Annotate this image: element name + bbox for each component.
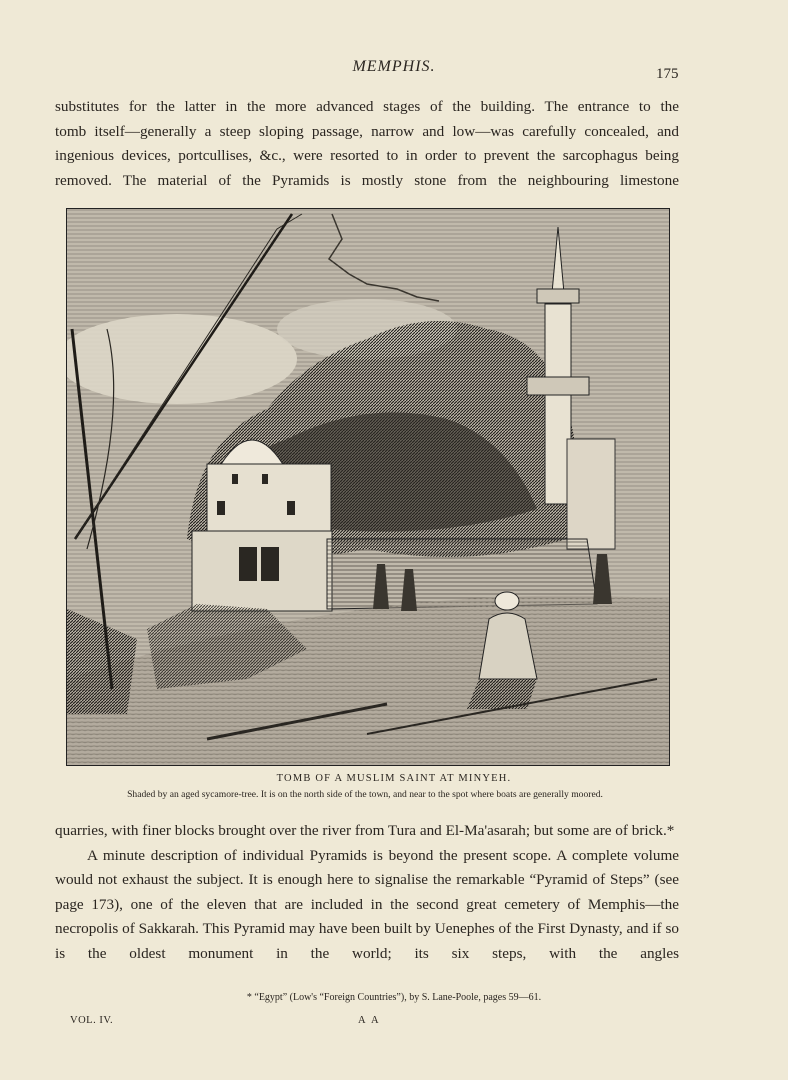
running-title: MEMPHIS. (352, 58, 436, 75)
figure-caption-subtitle: Shaded by an aged sycamore-tree. It is on the north side of the town, and near to the spot where boats are generally moored. (127, 789, 603, 800)
text-line: removed. The material of the Pyramids is mostly stone from the neighbouring limestone (55, 171, 679, 189)
paragraph: quarries, with finer blocks brought over the river from Tura and El-Ma'asarah; but some are of brick.* (55, 822, 675, 839)
paragraph: A minute description of individual Pyramids is beyond the present scope. A complete volume would not exhaust the subject. It is enough here to signalise the remarkable “Pyramid of Steps” (see page 173), one of the eleven that are included in the second great cemetery of Memphis—the necropolis of Sakkarah. This Pyramid may have been built by Uenephes of the First Dynasty, and if so is the oldest monument in the world; its six steps, with the angles (55, 846, 679, 962)
figure-caption-title: TOMB OF A MUSLIM SAINT AT MINYEH. (276, 773, 512, 784)
text-line: tomb itself—generally a steep sloping passage, narrow and low—was carefully concealed, and (55, 122, 679, 140)
text-line: substitutes for the latter in the more advanced stages of the building. The entrance to the (55, 98, 679, 115)
text-line: ingenious devices, portcullises, &c., were resorted to in order to prevent the sarcophagus being (55, 147, 679, 164)
page-number: 175 (656, 66, 679, 82)
footnote: * “Egypt” (Low's “Foreign Countries”), by S. Lane-Poole, pages 59—61. (246, 992, 542, 1003)
body-text-bottom (55, 819, 679, 966)
printer-signature-mark: A A (358, 1015, 381, 1026)
body-text-top (55, 95, 679, 193)
volume-signature: VOL. IV. (70, 1015, 114, 1026)
engraving-illustration (66, 208, 670, 766)
